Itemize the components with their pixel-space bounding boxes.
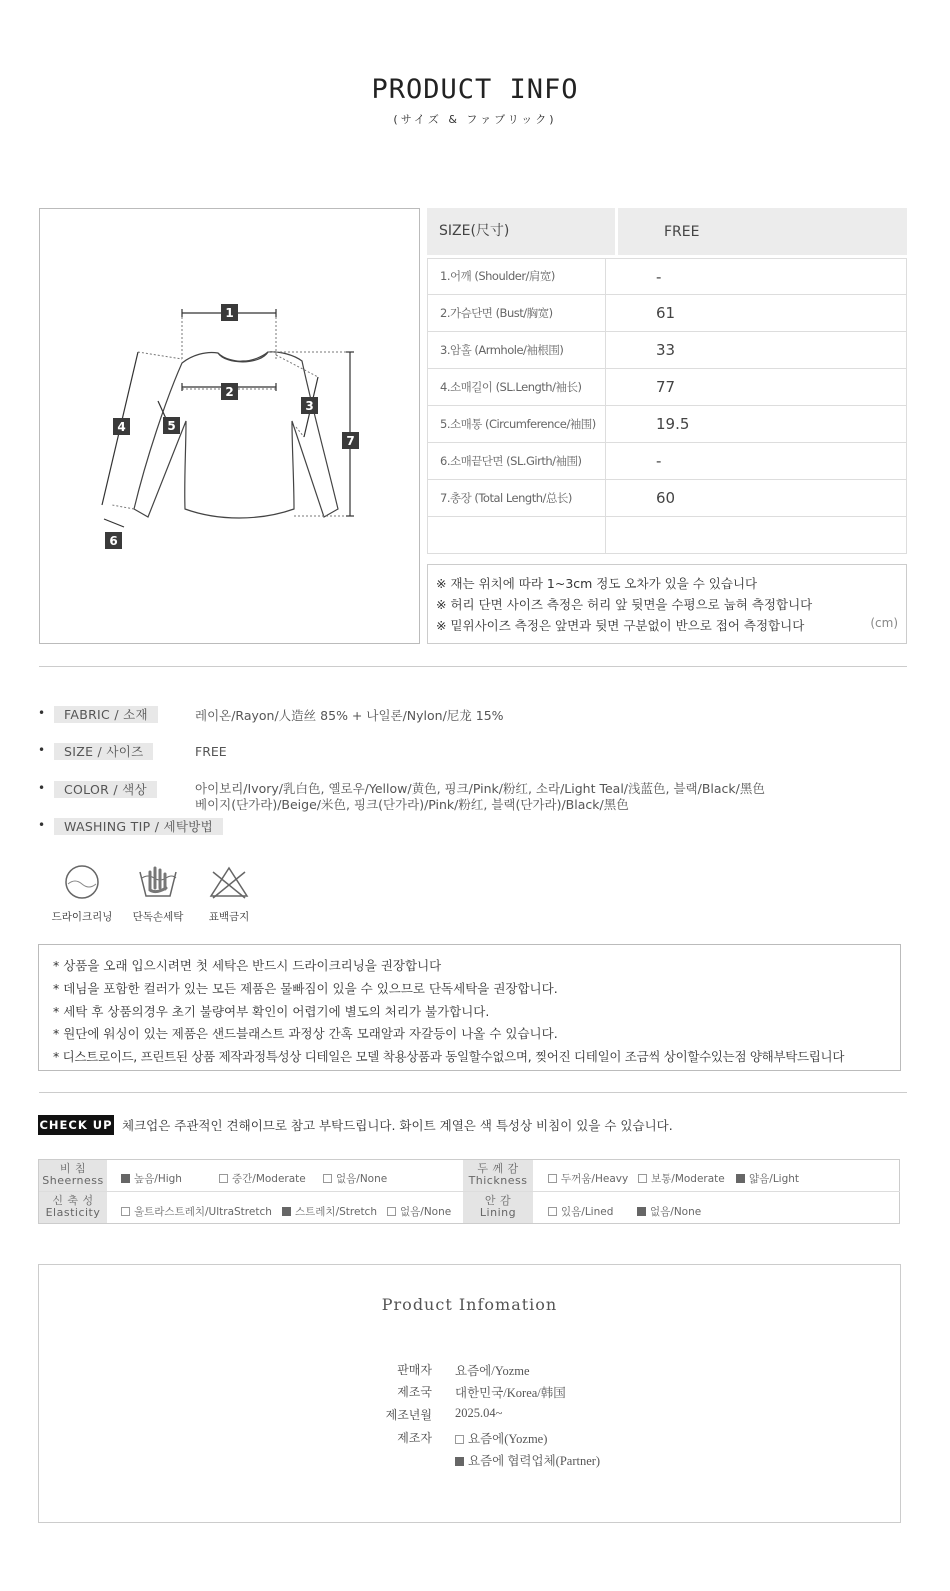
row-label: 1.어깨 (Shoulder/肩宽) [428,258,606,295]
measure-label-2 [221,383,238,400]
option-label: 얇음/Light [749,1173,800,1185]
option-label: 요즘에 협력업체(Partner) [468,1454,601,1468]
wash-label: 단독손세탁 [132,911,184,923]
maker-option [455,1429,547,1447]
note-line: * 데님을 포함한 컬러가 있는 모든 제품은 물빠짐이 있을 수 있으므로 단독세탁을 권장합니다. [53,980,558,996]
color-value-line-1: 아이보리/Ivory/乳白色, 옐로우/Yellow/黄色, 핑크/Pink/粉红, 소라/Light Teal/浅蓝色, 블랙/Black/黑色 [195,781,765,796]
option [323,1171,387,1186]
seller-label: 판매자 [397,1363,432,1377]
option-label: 없음/None [336,1173,388,1185]
origin-label: 제조국 [397,1385,432,1399]
note-line: ※ 허리 단면 사이즈 측정은 허리 앞 뒷면을 수평으로 눕혀 측정합니다 [436,597,813,612]
label-en: Elasticity [45,1206,101,1219]
checkbox-icon [323,1174,332,1183]
measure-label-3 [301,397,318,414]
bullet: • [38,781,46,795]
option [548,1204,613,1219]
svg-text:4: 4 [117,420,126,434]
sheerness-label [39,1160,107,1191]
option [736,1171,799,1186]
row-label: 5.소매통 (Circumference/袖围) [428,406,606,443]
row-label: 2.가슴단면 (Bust/胸宽) [428,295,606,332]
checkbox-checked-icon [637,1207,646,1216]
label-en: Thickness [468,1174,528,1187]
thickness-label [463,1160,533,1191]
option-label: 있음/Lined [561,1206,614,1218]
row-value: 77 [656,378,676,396]
size-table-header [427,208,907,255]
table-row [427,443,907,480]
checkbox-icon [548,1207,557,1216]
svg-text:1: 1 [225,306,234,320]
label-ko: 두 께 감 [477,1162,519,1175]
table-row [427,295,907,332]
option-label: 보통/Moderate [651,1173,725,1185]
unit-label: (cm) [870,616,898,630]
washing-label: WASHING TIP / 세탁방법 [54,818,223,835]
page-title: PRODUCT INFO [371,74,579,105]
size-diagram [39,208,420,644]
color-label: COLOR / 색상 [54,781,157,798]
measure-label-6 [105,532,122,549]
option-label: 없음/None [650,1206,702,1218]
size-label: SIZE / 사이즈 [54,743,153,760]
option [121,1204,272,1219]
wash-item-no-bleach [189,862,269,924]
checkbox-icon [638,1174,647,1183]
label-en: Lining [479,1206,517,1219]
size-row [38,743,227,760]
checkbox-checked-icon [736,1174,745,1183]
svg-text:7: 7 [346,434,355,448]
fabric-properties-table [38,1159,900,1224]
row-value: 60 [656,489,676,507]
option [387,1204,451,1219]
checkbox-icon [219,1174,228,1183]
svg-text:3: 3 [305,399,314,413]
measure-label-1 [221,304,238,321]
checkup-text: 체크업은 주관적인 견해이므로 참고 부탁드립니다. 화이트 계열은 색 특성상 비침이 있을 수 있습니다. [122,1118,673,1133]
label-ko: 비 침 [59,1162,87,1175]
table-row [427,406,907,443]
wash-item-hand-wash [118,862,198,924]
checkbox-checked-icon [282,1207,291,1216]
bullet: • [38,706,46,720]
no-bleach-icon [207,862,251,902]
product-information-title: Product Infomation [381,1295,558,1314]
option [548,1171,628,1186]
washing-row [38,818,223,835]
sweater-illustration [40,209,419,643]
size-header-value: FREE [664,223,700,240]
size-value: FREE [195,744,227,759]
svg-text:6: 6 [109,534,118,548]
page-subtitle: (サイズ & ファブリック) [393,113,557,126]
option-label: 울트라스트레치/UltraStretch [134,1206,272,1218]
measure-label-4 [113,418,130,435]
option-label: 스트레치/Stretch [295,1206,377,1218]
row-value: 33 [656,341,676,359]
option [637,1204,701,1219]
table-row [427,332,907,369]
checkbox-checked-icon [121,1174,130,1183]
hand-wash-icon [136,862,180,902]
checkbox-icon [387,1207,396,1216]
table-row [427,480,907,517]
note-line: * 디스트로이드, 프린트된 상품 제작과정특성상 디테일은 모델 착용상품과 동일할수없으며, 찢어진 디테일이 조금씩 상이할수있는점 양해부탁드립니다 [53,1049,845,1065]
row-label [428,517,606,554]
row-label: 7.총장 (Total Length/总长) [428,480,606,517]
maker-option [455,1451,600,1469]
maker-label: 제조자 [397,1431,432,1445]
origin-value: 대한민국/Korea/韩国 [455,1386,566,1400]
elasticity-label [39,1192,107,1223]
bullet: • [38,743,46,757]
note-line: * 세탁 후 상품의경우 초기 불량여부 확인이 어렵기에 별도의 처리가 불가합니다. [53,1003,490,1019]
measurement-notes [427,564,907,644]
checkbox-checked-icon [455,1457,464,1466]
row-value: - [656,452,662,470]
fabric-value: 레이온/Rayon/人造丝 85% + 나일론/Nylon/尼龙 15% [195,708,504,723]
option-label: 요즘에(Yozme) [468,1432,548,1446]
note-line: ※ 재는 위치에 따라 1~3cm 정도 오차가 있을 수 있습니다 [436,576,758,591]
option [121,1171,182,1186]
bullet: • [38,818,46,832]
checkbox-icon [121,1207,130,1216]
note-line: * 원단에 워싱이 있는 제품은 샌드블래스트 과정상 간혹 모래알과 자갈등이 나올 수 있습니다. [53,1026,558,1042]
checkbox-icon [455,1435,464,1444]
size-header-label: SIZE(尺寸) [427,208,618,255]
option-label: 높음/High [134,1173,182,1185]
option [219,1171,306,1186]
row-label: 4.소매길이 (SL.Length/袖长) [428,369,606,406]
option-label: 중간/Moderate [232,1173,306,1185]
note-line: ※ 밑위사이즈 측정은 앞면과 뒷면 구분없이 반으로 접어 측정합니다 [436,618,805,633]
row-value: - [656,267,662,286]
table-row [427,369,907,406]
note-line: * 상품을 오래 입으시려면 첫 세탁은 반드시 드라이크리닝을 권장합니다 [53,958,442,973]
measure-label-7 [342,432,359,449]
svg-text:5: 5 [167,419,176,433]
fabric-row [38,706,504,723]
date-label: 제조년월 [385,1408,432,1422]
lining-label [463,1192,533,1223]
checkbox-icon [548,1174,557,1183]
table-row [427,517,907,554]
row-value: 61 [656,304,676,322]
label-en: Sheerness [42,1174,104,1187]
color-value-line-2: 베이지(단가라)/Beige/米色, 핑크(단가라)/Pink/粉红, 블랙(단가라)/Black/黑色 [195,797,629,812]
table-row [427,258,907,295]
seller-value: 요즘에/Yozme [455,1364,530,1378]
sweater-outline [134,352,338,518]
row-label: 6.소매끝단면 (SL.Girth/袖围) [428,443,606,480]
label-ko: 안 감 [484,1194,512,1207]
divider [39,1092,907,1093]
row-label: 3.암홀 (Armhole/袖根围) [428,332,606,369]
option [638,1171,725,1186]
option-label: 없음/None [400,1206,452,1218]
wash-label: 드라이크리닝 [51,911,113,923]
date-value: 2025.04~ [455,1406,503,1420]
washing-notes [38,944,901,1071]
divider [39,666,907,667]
measure-guides [112,313,355,516]
dry-clean-icon [60,862,104,902]
measure-label-5 [163,417,180,434]
option-label: 두꺼움/Heavy [561,1173,629,1185]
fabric-label: FABRIC / 소재 [54,706,158,723]
color-row [38,781,765,812]
wash-item-dry-clean [42,862,122,924]
checkup-badge: CHECK UP [38,1115,114,1135]
option [282,1204,377,1219]
row-value: 19.5 [656,415,690,433]
size-table [427,208,907,554]
label-ko: 신 축 성 [52,1194,94,1207]
wash-label: 표백금지 [208,911,250,923]
svg-text:2: 2 [225,385,234,399]
